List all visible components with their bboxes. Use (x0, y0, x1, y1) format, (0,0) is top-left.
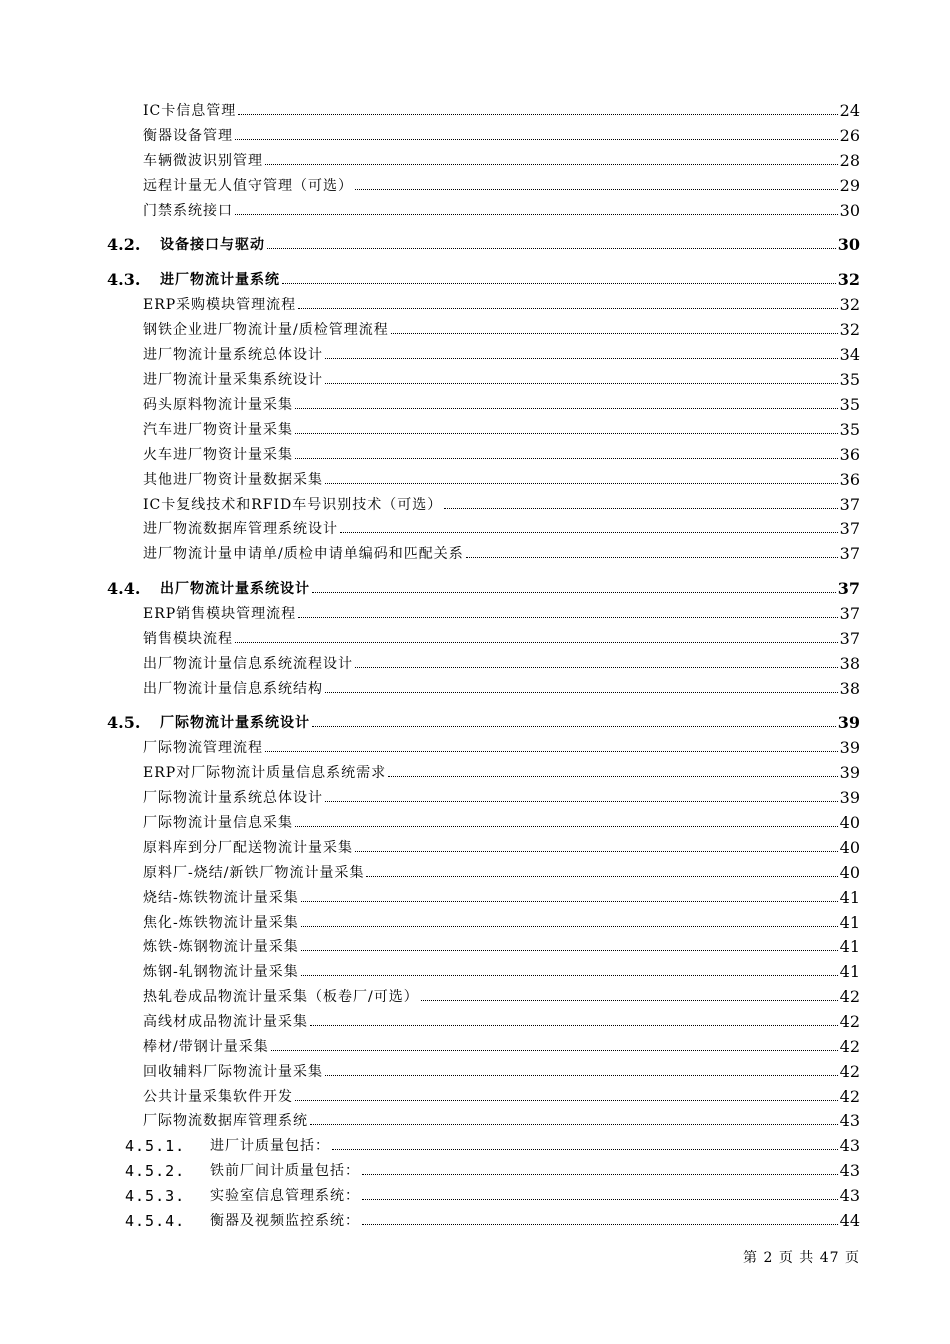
toc-dot-leader (388, 776, 837, 777)
toc-entry-title: 车辆微波识别管理 (143, 153, 263, 169)
toc-entry[interactable] (143, 367, 860, 389)
toc-entry-page: 39 (839, 788, 860, 807)
toc-entry[interactable] (107, 710, 860, 732)
toc-entry[interactable] (143, 1084, 860, 1106)
toc-entry-title: 热轧卷成品物流计量采集（板卷厂/可选） (143, 989, 419, 1005)
toc-dot-leader (312, 726, 836, 727)
toc-entry[interactable] (143, 492, 860, 514)
toc-entry-page: 40 (839, 863, 860, 882)
toc-entry-title: 出厂物流计量信息系统结构 (143, 681, 323, 697)
toc-entry-number: 4.5. (107, 713, 141, 732)
toc-entry-page: 32 (837, 270, 860, 289)
toc-entry[interactable] (143, 342, 860, 364)
toc-dot-leader (282, 283, 836, 284)
toc-entry-title: ERP销售模块管理流程 (143, 606, 297, 622)
toc-dot-leader (362, 1199, 838, 1200)
toc-entry-page: 42 (839, 1012, 860, 1031)
toc-entry-page: 30 (837, 235, 860, 254)
toc-dot-leader (295, 826, 838, 827)
toc-entry-title: 高线材成品物流计量采集 (143, 1014, 308, 1030)
toc-entry-page: 29 (839, 176, 860, 195)
toc-dot-leader (295, 1100, 838, 1101)
toc-entry[interactable] (143, 467, 860, 489)
toc-entry[interactable] (143, 910, 860, 932)
toc-entry-page: 35 (839, 395, 860, 414)
toc-entry-title: 出厂物流计量信息系统流程设计 (143, 656, 353, 672)
page-footer: 第 2 页 共 47 页 (743, 1250, 860, 1266)
toc-entry-title: 烧结-炼铁物流计量采集 (143, 890, 299, 906)
toc-entry-title: 衡器及视频监控系统： (210, 1213, 360, 1229)
toc-entry-title: 进厂物流数据库管理系统设计 (143, 521, 338, 537)
toc-entry-page: 41 (839, 962, 860, 981)
toc-entry-page: 39 (839, 763, 860, 782)
toc-entry-title: 炼钢-轧钢物流计量采集 (143, 964, 299, 980)
toc-entry-title: 厂际物流数据库管理系统 (143, 1113, 308, 1129)
toc-entry-number: 4.5.1. (125, 1137, 186, 1155)
toc-entry-title: 远程计量无人值守管理（可选） (143, 178, 353, 194)
toc-entry-title: 火车进厂物资计量采集 (143, 447, 293, 463)
toc-entry-title: 码头原料物流计量采集 (143, 397, 293, 413)
toc-entry-page: 42 (839, 1037, 860, 1056)
toc-dot-leader (310, 1124, 838, 1125)
toc-dot-leader (332, 1149, 838, 1150)
toc-entry[interactable] (143, 1034, 860, 1056)
toc-entry-page: 30 (839, 201, 860, 220)
toc-entry-page: 39 (839, 738, 860, 757)
toc-dot-leader (340, 532, 838, 533)
toc-entry-page: 32 (839, 295, 860, 314)
toc-dot-leader (362, 1174, 838, 1175)
toc-dot-leader (235, 214, 838, 215)
toc-entry-title: 销售模块流程 (143, 631, 233, 647)
toc-entry-title: 厂际物流计量系统总体设计 (143, 790, 323, 806)
toc-dot-leader (235, 139, 838, 140)
toc-entry[interactable] (143, 835, 860, 857)
toc-dot-leader (265, 164, 838, 165)
toc-entry-page: 24 (839, 101, 860, 120)
toc-entry-title: 进厂物流计量系统 (160, 272, 280, 288)
toc-entry[interactable] (143, 541, 860, 563)
toc-dot-leader (355, 667, 838, 668)
toc-entry-title: 厂际物流管理流程 (143, 740, 263, 756)
toc-entry[interactable] (143, 292, 860, 314)
toc-dot-leader (391, 333, 838, 334)
toc-entry-page: 37 (839, 629, 860, 648)
toc-entry[interactable] (143, 885, 860, 907)
toc-entry-title: 出厂物流计量系统设计 (160, 581, 310, 597)
toc-entry-page: 42 (839, 1087, 860, 1106)
toc-entry[interactable] (143, 626, 860, 648)
toc-entry-title: 公共计量采集软件开发 (143, 1089, 293, 1105)
toc-dot-leader (325, 358, 838, 359)
toc-entry-title: 衡器设备管理 (143, 128, 233, 144)
toc-entry-title: 棒材/带钢计量采集 (143, 1039, 269, 1055)
toc-dot-leader (271, 1050, 838, 1051)
toc-dot-leader (421, 1000, 838, 1001)
toc-entry-title: 其他进厂物资计量数据采集 (143, 472, 323, 488)
toc-entry-title: 焦化-炼铁物流计量采集 (143, 915, 299, 931)
toc-entry-page: 26 (839, 126, 860, 145)
toc-entry[interactable] (143, 417, 860, 439)
toc-entry-page: 41 (839, 888, 860, 907)
toc-entry-page: 44 (839, 1211, 860, 1230)
toc-entry[interactable] (143, 1009, 860, 1031)
toc-entry-page: 36 (839, 445, 860, 464)
toc-dot-leader (301, 901, 838, 902)
toc-dot-leader (325, 383, 838, 384)
toc-dot-leader (355, 851, 838, 852)
toc-entry[interactable] (125, 1158, 860, 1180)
toc-dot-leader (301, 975, 838, 976)
toc-entry-page: 39 (837, 713, 860, 732)
toc-entry[interactable] (143, 601, 860, 623)
toc-entry-number: 4.3. (107, 270, 141, 289)
toc-entry-title: 厂际物流计量系统设计 (160, 715, 310, 731)
toc-entry-page: 41 (839, 913, 860, 932)
toc-entry[interactable] (143, 98, 860, 120)
toc-entry[interactable] (143, 442, 860, 464)
toc-entry-title: IC卡信息管理 (143, 103, 237, 119)
toc-dot-leader (355, 189, 838, 190)
toc-entry[interactable] (125, 1133, 860, 1155)
toc-entry-title: 实验室信息管理系统： (210, 1188, 360, 1204)
toc-entry[interactable] (143, 860, 860, 882)
toc-entry[interactable] (143, 959, 860, 981)
toc-dot-leader (325, 1075, 838, 1076)
toc-entry-title: 设备接口与驱动 (160, 237, 265, 253)
toc-dot-leader (325, 483, 838, 484)
toc-entry-page: 43 (839, 1161, 860, 1180)
toc-entry[interactable] (143, 810, 860, 832)
toc-entry-title: 进厂计质量包括： (210, 1138, 330, 1154)
toc-entry-title: 铁前厂间计质量包括： (210, 1163, 360, 1179)
toc-entry-title: ERP对厂际物流计质量信息系统需求 (143, 765, 387, 781)
toc-dot-leader (362, 1224, 838, 1225)
toc-entry[interactable] (143, 148, 860, 170)
toc-dot-leader (444, 508, 837, 509)
toc-entry[interactable] (143, 735, 860, 757)
toc-entry[interactable] (107, 267, 860, 289)
toc-dot-leader (298, 308, 837, 309)
toc-entry-title: 进厂物流计量申请单/质检申请单编码和匹配关系 (143, 546, 464, 562)
toc-entry-title: 炼铁-炼钢物流计量采集 (143, 939, 299, 955)
toc-entry[interactable] (143, 392, 860, 414)
toc-entry-title: 进厂物流计量采集系统设计 (143, 372, 323, 388)
toc-entry-number: 4.5.2. (125, 1162, 186, 1180)
toc-entry-page: 38 (839, 679, 860, 698)
toc-entry[interactable] (143, 651, 860, 673)
toc-entry[interactable] (143, 984, 860, 1006)
toc-entry[interactable] (143, 516, 860, 538)
toc-entry[interactable] (143, 1108, 860, 1130)
toc-entry-number: 4.2. (107, 235, 141, 254)
toc-entry[interactable] (143, 1059, 860, 1081)
toc-entry-title: 回收辅料厂际物流计量采集 (143, 1064, 323, 1080)
toc-entry-title: 汽车进厂物资计量采集 (143, 422, 293, 438)
toc-entry-page: 37 (837, 579, 860, 598)
toc-entry-page: 37 (839, 604, 860, 623)
toc-entry[interactable] (107, 232, 860, 254)
toc-entry[interactable] (143, 123, 860, 145)
toc-entry-number: 4.4. (107, 579, 141, 598)
toc-dot-leader (295, 458, 838, 459)
toc-entry-page: 43 (839, 1186, 860, 1205)
toc-entry-page: 35 (839, 420, 860, 439)
toc-entry[interactable] (143, 785, 860, 807)
toc-entry-page: 42 (839, 987, 860, 1006)
toc-entry-page: 42 (839, 1062, 860, 1081)
toc-dot-leader (301, 950, 838, 951)
toc-dot-leader (301, 926, 838, 927)
toc-dot-leader (466, 557, 838, 558)
toc-entry-page: 32 (839, 320, 860, 339)
toc-dot-leader (325, 692, 838, 693)
toc-entry-page: 38 (839, 654, 860, 673)
toc-entry[interactable] (143, 760, 860, 782)
toc-entry[interactable] (125, 1208, 860, 1230)
toc-dot-leader (310, 1025, 838, 1026)
toc-entry[interactable] (125, 1183, 860, 1205)
toc-dot-leader (325, 801, 838, 802)
toc-entry[interactable] (143, 934, 860, 956)
toc-entry-number: 4.5.3. (125, 1187, 186, 1205)
toc-dot-leader (267, 248, 836, 249)
toc-entry-title: 厂际物流计量信息采集 (143, 815, 293, 831)
toc-entry-page: 36 (839, 470, 860, 489)
toc-entry-page: 40 (839, 838, 860, 857)
toc-entry[interactable] (143, 198, 860, 220)
toc-entry-page: 37 (839, 519, 860, 538)
toc-entry-title: 原料厂-烧结/新铁厂物流计量采集 (143, 865, 365, 881)
toc-entry[interactable] (143, 317, 860, 339)
toc-entry[interactable] (107, 576, 860, 598)
toc-entry-number: 4.5.4. (125, 1212, 186, 1230)
toc-dot-leader (312, 592, 836, 593)
toc-entry-title: ERP采购模块管理流程 (143, 297, 297, 313)
toc-dot-leader (295, 433, 838, 434)
toc-entry-page: 41 (839, 937, 860, 956)
toc-entry-page: 35 (839, 370, 860, 389)
toc-entry-page: 43 (839, 1136, 860, 1155)
toc-dot-leader (295, 408, 838, 409)
toc-dot-leader (235, 642, 838, 643)
toc-dot-leader (298, 617, 837, 618)
toc-dot-leader (265, 751, 838, 752)
toc-entry-page: 28 (839, 151, 860, 170)
toc-entry-title: 钢铁企业进厂物流计量/质检管理流程 (143, 322, 389, 338)
toc-entry-title: 门禁系统接口 (143, 203, 233, 219)
toc-entry-page: 37 (839, 495, 860, 514)
toc-entry-title: 进厂物流计量系统总体设计 (143, 347, 323, 363)
toc-entry-title: IC卡复线技术和RFID车号识别技术（可选） (143, 497, 443, 513)
toc-dot-leader (366, 876, 837, 877)
toc-entry-page: 43 (839, 1111, 860, 1130)
toc-entry-page: 37 (839, 544, 860, 563)
toc-entry-page: 34 (839, 345, 860, 364)
toc-dot-leader (238, 114, 837, 115)
toc-entry[interactable] (143, 676, 860, 698)
toc-entry-title: 原料库到分厂配送物流计量采集 (143, 840, 353, 856)
toc-entry[interactable] (143, 173, 860, 195)
toc-entry-page: 40 (839, 813, 860, 832)
